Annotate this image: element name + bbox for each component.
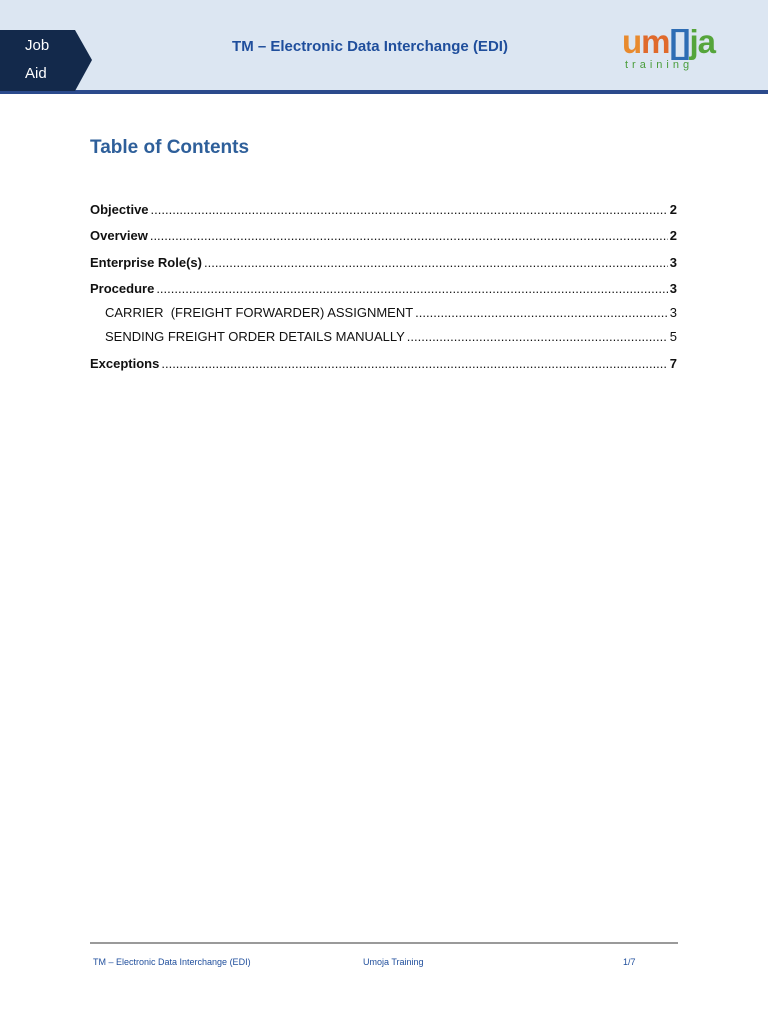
- toc-dot-leader: [161, 355, 667, 373]
- umoja-training-logo: [622, 22, 742, 74]
- toc-entry-page: 2: [669, 228, 677, 243]
- footer-rule: [90, 942, 678, 944]
- toc-entry-page: 3: [669, 255, 677, 270]
- job-aid-label-line2: Aid: [25, 65, 47, 82]
- toc-dot-leader: [150, 227, 668, 245]
- toc-entry-sending-freight-order[interactable]: [105, 328, 677, 346]
- toc-entry-label: Enterprise Role(s): [90, 255, 202, 270]
- logo-letter-m: m: [641, 23, 670, 60]
- toc-dot-leader: [407, 328, 668, 346]
- footer-document-title: TM – Electronic Data Interchange (EDI): [93, 957, 251, 967]
- toc-entry-label: SENDING FREIGHT ORDER DETAILS MANUALLY: [105, 329, 405, 344]
- toc-entry-page: 7: [669, 356, 677, 371]
- toc-entry-objective[interactable]: [90, 201, 677, 219]
- logo-letter-u: u: [622, 23, 642, 60]
- toc-dot-leader: [204, 254, 668, 272]
- footer-organization: Umoja Training: [363, 957, 424, 967]
- toc-entry-label: Objective: [90, 202, 149, 217]
- toc-entry-enterprise-roles[interactable]: [90, 254, 677, 272]
- toc-entry-label: Overview: [90, 228, 148, 243]
- toc-dot-leader: [156, 280, 667, 298]
- toc-entry-label: Procedure: [90, 281, 155, 296]
- toc-entry-procedure[interactable]: [90, 280, 677, 298]
- toc-entry-page: 2: [669, 202, 677, 217]
- toc-entry-overview[interactable]: [90, 227, 677, 245]
- document-title: TM – Electronic Data Interchange (EDI): [232, 38, 508, 55]
- toc-entry-page: 5: [669, 329, 677, 344]
- toc-dot-leader: [415, 304, 668, 322]
- header-rule: [0, 90, 768, 94]
- toc-entry-page: 3: [669, 281, 677, 296]
- toc-heading: Table of Contents: [90, 137, 250, 158]
- footer-page-number: 1/7: [623, 957, 636, 967]
- toc-entry-label: CARRIER (FREIGHT FORWARDER) ASSIGNMENT: [105, 305, 414, 320]
- toc-entry-page: 3: [669, 305, 677, 320]
- toc-dot-leader: [151, 201, 668, 219]
- job-aid-label-line1: Job: [25, 37, 50, 54]
- logo-subtitle: training: [625, 59, 694, 71]
- logo-letters-ja: ja: [689, 23, 716, 60]
- toc-entry-carrier-assignment[interactable]: [105, 304, 677, 322]
- toc-entry-label: Exceptions: [90, 356, 160, 371]
- logo-wordmark: [622, 22, 715, 62]
- logo-bracket-o: []: [669, 23, 690, 60]
- toc-entry-exceptions[interactable]: [90, 355, 677, 373]
